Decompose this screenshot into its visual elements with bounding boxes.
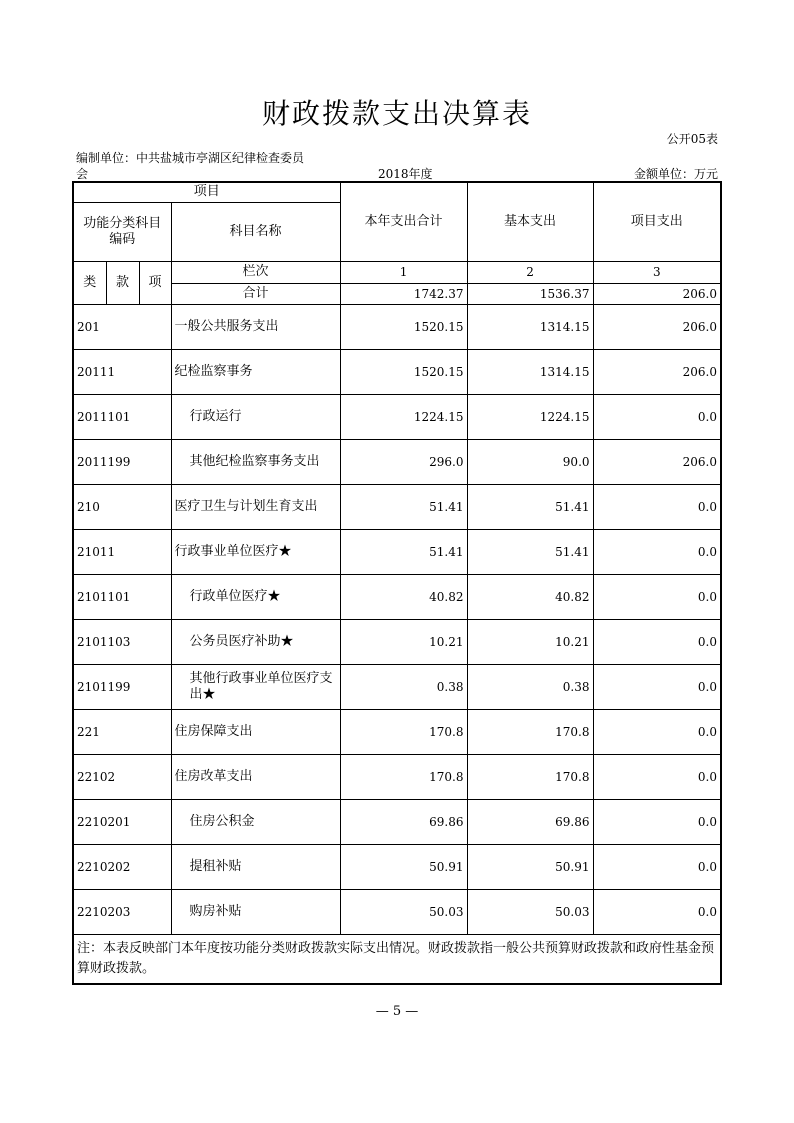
row-name: 纪检监察事务 bbox=[171, 349, 340, 394]
row-project: 0.0 bbox=[593, 844, 721, 889]
row-total: 50.03 bbox=[340, 889, 467, 934]
header-subject-name: 科目名称 bbox=[171, 202, 340, 261]
row-code: 2101199 bbox=[73, 664, 171, 709]
row-code: 2210202 bbox=[73, 844, 171, 889]
header-row-1 bbox=[73, 182, 721, 202]
header-col3: 3 bbox=[593, 261, 721, 283]
row-name: 住房公积金 bbox=[171, 799, 340, 844]
header-column-label: 栏次 bbox=[171, 261, 340, 283]
compiling-unit-continued: 会 bbox=[76, 167, 89, 181]
row-name: 提租补贴 bbox=[171, 844, 340, 889]
row-basic: 69.86 bbox=[467, 799, 593, 844]
row-project: 206.0 bbox=[593, 439, 721, 484]
row-basic: 10.21 bbox=[467, 619, 593, 664]
note-row bbox=[73, 934, 721, 984]
row-total: 0.38 bbox=[340, 664, 467, 709]
row-total: 51.41 bbox=[340, 484, 467, 529]
row-basic: 1224.15 bbox=[467, 394, 593, 439]
row-project: 206.0 bbox=[593, 349, 721, 394]
row-total: 1224.15 bbox=[340, 394, 467, 439]
table-row bbox=[73, 349, 721, 394]
header-col2: 2 bbox=[467, 261, 593, 283]
row-name: 一般公共服务支出 bbox=[171, 304, 340, 349]
row-name: 行政单位医疗★ bbox=[171, 574, 340, 619]
row-project: 0.0 bbox=[593, 889, 721, 934]
row-name: 其他纪检监察事务支出 bbox=[171, 439, 340, 484]
table-row bbox=[73, 754, 721, 799]
row-project: 0.0 bbox=[593, 484, 721, 529]
row-code: 2011199 bbox=[73, 439, 171, 484]
table-row bbox=[73, 709, 721, 754]
row-code: 2210203 bbox=[73, 889, 171, 934]
table-row bbox=[73, 439, 721, 484]
row-total: 1520.15 bbox=[340, 304, 467, 349]
row-name: 购房补贴 bbox=[171, 889, 340, 934]
header-basic: 基本支出 bbox=[467, 182, 593, 261]
sum-basic: 1536.37 bbox=[467, 283, 593, 304]
row-code: 201 bbox=[73, 304, 171, 349]
row-project: 0.0 bbox=[593, 574, 721, 619]
row-total: 170.8 bbox=[340, 709, 467, 754]
row-total: 40.82 bbox=[340, 574, 467, 619]
table-row bbox=[73, 574, 721, 619]
table-row bbox=[73, 889, 721, 934]
sum-label: 合计 bbox=[171, 283, 340, 304]
table-row bbox=[73, 394, 721, 439]
table-row bbox=[73, 619, 721, 664]
row-project: 0.0 bbox=[593, 394, 721, 439]
row-name: 住房保障支出 bbox=[171, 709, 340, 754]
row-code: 20111 bbox=[73, 349, 171, 394]
row-total: 69.86 bbox=[340, 799, 467, 844]
row-project: 0.0 bbox=[593, 619, 721, 664]
row-name: 行政事业单位医疗★ bbox=[171, 529, 340, 574]
row-total: 296.0 bbox=[340, 439, 467, 484]
row-project: 206.0 bbox=[593, 304, 721, 349]
row-basic: 170.8 bbox=[467, 754, 593, 799]
row-basic: 0.38 bbox=[467, 664, 593, 709]
row-basic: 40.82 bbox=[467, 574, 593, 619]
sum-row bbox=[73, 283, 721, 304]
header-xiang: 项 bbox=[139, 261, 171, 304]
row-code: 22102 bbox=[73, 754, 171, 799]
row-code: 2101103 bbox=[73, 619, 171, 664]
row-project: 0.0 bbox=[593, 529, 721, 574]
row-basic: 1314.15 bbox=[467, 349, 593, 394]
table-row bbox=[73, 304, 721, 349]
table-row bbox=[73, 484, 721, 529]
header-lei: 类 bbox=[73, 261, 106, 304]
header-total: 本年支出合计 bbox=[340, 182, 467, 261]
row-project: 0.0 bbox=[593, 664, 721, 709]
row-code: 21011 bbox=[73, 529, 171, 574]
page-number: — 5 — bbox=[375, 1004, 419, 1019]
row-basic: 51.41 bbox=[467, 529, 593, 574]
expenditure-table bbox=[72, 181, 722, 985]
form-number: 公开05表 bbox=[666, 132, 718, 146]
table-row bbox=[73, 529, 721, 574]
row-code: 2101101 bbox=[73, 574, 171, 619]
fiscal-year: 2018年度 bbox=[378, 167, 433, 181]
compiling-unit: 编制单位：中共盐城市亭湖区纪律检查委员 bbox=[76, 151, 305, 165]
row-basic: 90.0 bbox=[467, 439, 593, 484]
money-unit: 金额单位：万元 bbox=[633, 167, 718, 181]
row-project: 0.0 bbox=[593, 799, 721, 844]
row-name: 行政运行 bbox=[171, 394, 340, 439]
row-name: 住房改革支出 bbox=[171, 754, 340, 799]
table-note: 注：本表反映部门本年度按功能分类财政拨款实际支出情况。财政拨款指一般公共预算财政拨款和政府性基金预算财政拨款。 bbox=[73, 934, 721, 984]
row-total: 170.8 bbox=[340, 754, 467, 799]
row-name: 公务员医疗补助★ bbox=[171, 619, 340, 664]
row-code: 210 bbox=[73, 484, 171, 529]
row-project: 0.0 bbox=[593, 754, 721, 799]
row-basic: 51.41 bbox=[467, 484, 593, 529]
sum-project: 206.0 bbox=[593, 283, 721, 304]
page-title: 财政拨款支出决算表 bbox=[261, 97, 532, 130]
header-kuan: 款 bbox=[106, 261, 139, 304]
sum-total: 1742.37 bbox=[340, 283, 467, 304]
header-func-code: 功能分类科目编码 bbox=[73, 202, 171, 261]
row-basic: 1314.15 bbox=[467, 304, 593, 349]
header-item: 项目 bbox=[73, 182, 340, 202]
row-total: 51.41 bbox=[340, 529, 467, 574]
row-basic: 170.8 bbox=[467, 709, 593, 754]
row-code: 221 bbox=[73, 709, 171, 754]
table-row bbox=[73, 844, 721, 889]
header-project: 项目支出 bbox=[593, 182, 721, 261]
row-code: 2210201 bbox=[73, 799, 171, 844]
row-project: 0.0 bbox=[593, 709, 721, 754]
header-row-3 bbox=[73, 261, 721, 283]
row-code: 2011101 bbox=[73, 394, 171, 439]
table-row bbox=[73, 799, 721, 844]
row-name: 医疗卫生与计划生育支出 bbox=[171, 484, 340, 529]
row-basic: 50.91 bbox=[467, 844, 593, 889]
table-row bbox=[73, 664, 721, 709]
row-total: 10.21 bbox=[340, 619, 467, 664]
header-col1: 1 bbox=[340, 261, 467, 283]
row-total: 50.91 bbox=[340, 844, 467, 889]
row-total: 1520.15 bbox=[340, 349, 467, 394]
row-basic: 50.03 bbox=[467, 889, 593, 934]
row-name: 其他行政事业单位医疗支出★ bbox=[171, 664, 340, 709]
